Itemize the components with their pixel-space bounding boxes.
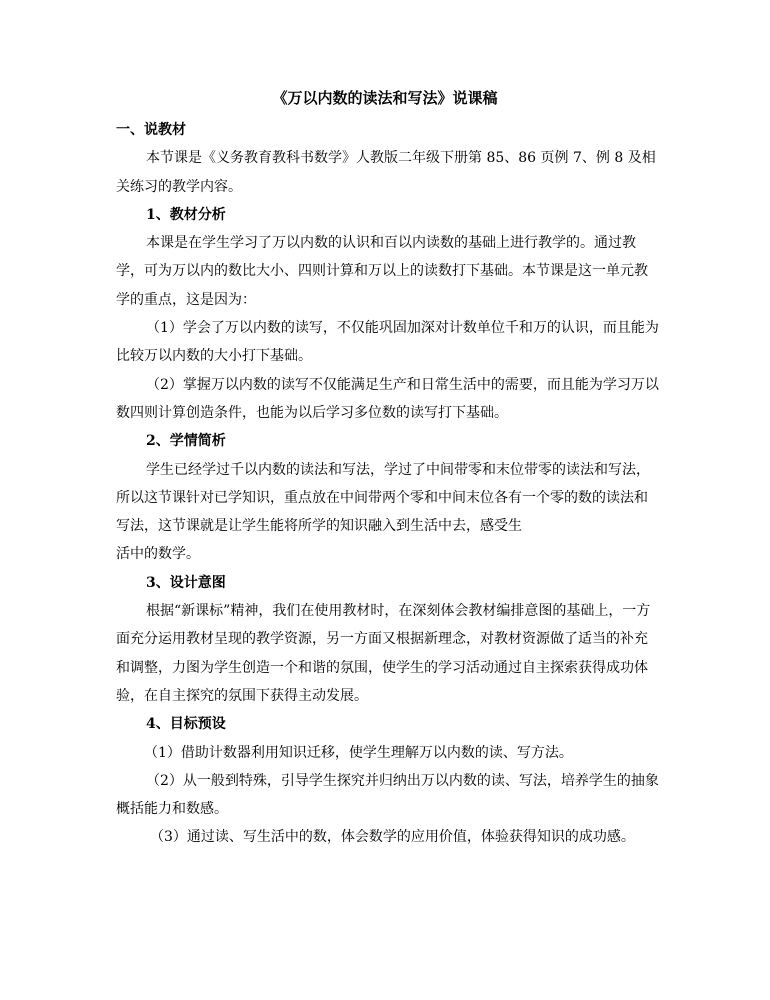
- goal-item-1: （1）借助计数器利用知识迁移，使学生理解万以内数的读、写方法。: [144, 744, 573, 761]
- document-body: [116, 116, 661, 852]
- analysis-item-1: （1）学会了万以内数的读写，不仅能巩固加深对计数单位千和万的认识，而且能为比较万以内数的大小打下基础。: [116, 320, 659, 365]
- design-paragraph: 根据“新课标”精神，我们在使用教材时，在深刻体会教材编排意图的基础上，一方面充分运用教材呈现的教学资源，另一方面又根据新理念，对教材资源做了适当的补充和调整，力图为学生创造一个和谐的氛围，使学生的学习活动通过自主探索获得成功体验，在自主探究的氛围下获得主动发展。: [116, 603, 651, 704]
- students-paragraph: 学生已经学过千以内数的读法和写法，学过了中间带零和末位带零的读法和写法，所以这节课针对已学知识，重点放在中间带两个零和中间末位各有一个零的数的读法和写法，这节课就是让学生能将所学的知识融入到生活中去，感受生: [116, 461, 650, 535]
- subsection-heading-design: 3、设计意图: [146, 574, 226, 591]
- subsection-heading-students: 2、学情简析: [146, 433, 226, 450]
- intro-paragraph: 本节课是《义务教育教科书数学》人教版二年级下册第 85、86 页例 7、例 8 及相关练习的教学内容。: [116, 150, 656, 195]
- document-title: 《万以内数的读法和写法》说课稿: [272, 89, 498, 107]
- goal-item-2: （2）从一般到特殊，引导学生探究并归纳出万以内数的读、写法，培养学生的抽象概括能力和数感。: [116, 772, 659, 818]
- goal-item-3: （3）通过读、写生活中的数，体会数学的应用价值，体验获得知识的成功感。: [150, 829, 635, 846]
- subsection-heading-goals: 4、目标预设: [146, 716, 226, 733]
- analysis-paragraph: 本课是在学生学习了万以内数的认识和百以内读数的基础上进行教学的。通过教学，可为万以内的数比大小、四则计算和万以上的读数打下基础。本节课是这一单元教学的重点，这是因为：: [116, 235, 648, 308]
- analysis-item-2: （2）掌握万以内数的读写不仅能满足生产和日常生活中的需要，而且能为学习万以数四则计算创造条件，也能为以后学习多位数的读写打下基础。: [116, 376, 659, 421]
- section-heading-materials: 一、说教材: [116, 122, 186, 138]
- students-paragraph-tail: 活中的数学。: [116, 546, 200, 563]
- subsection-heading-analysis: 1、教材分析: [146, 206, 226, 223]
